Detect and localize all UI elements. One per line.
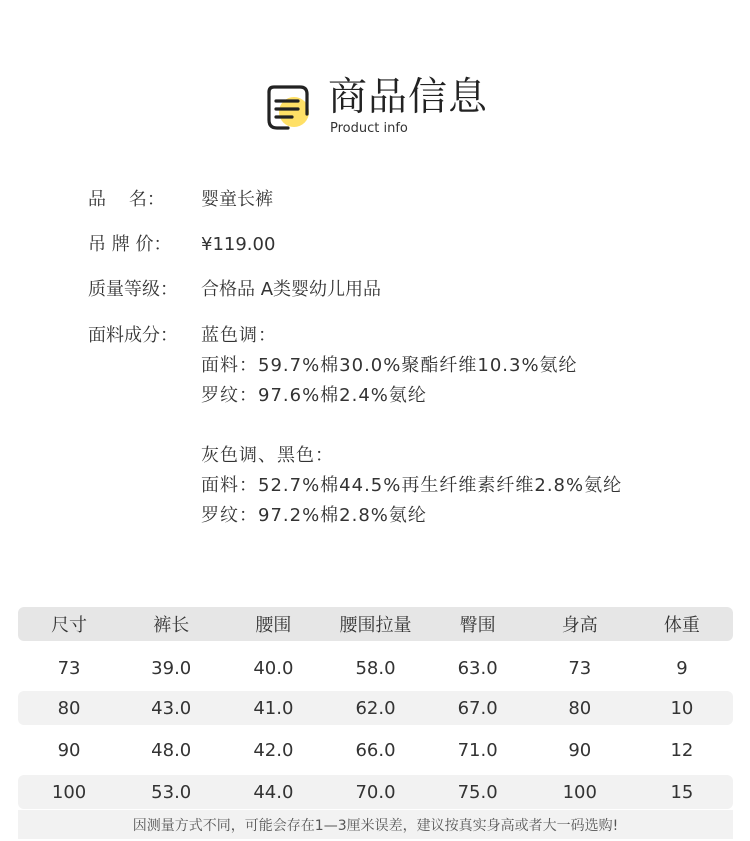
table-row (18, 691, 733, 725)
info-value: ¥119.00 (201, 234, 276, 255)
table-cell: 90 (57, 739, 81, 761)
table-cell: 67.0 (457, 697, 498, 719)
info-value: 婴童长裤 (201, 189, 273, 210)
column-header: 身高 (561, 615, 598, 636)
material-composition (201, 321, 661, 531)
table-cell: 70.0 (355, 781, 396, 803)
table-cell: 75.0 (457, 781, 498, 803)
info-row-price (88, 231, 688, 276)
table-cell: 41.0 (253, 697, 294, 719)
table-header (18, 607, 733, 641)
material-line: 面料：59.7%棉30.0%聚酯纤维10.3%氨纶 (201, 355, 578, 376)
table-cell: 73 (568, 657, 592, 679)
table-cell: 100 (562, 781, 597, 803)
material-line: 面料：52.7%棉44.5%再生纤维素纤维2.8%氨纶 (201, 475, 623, 496)
table-cell: 90 (568, 739, 592, 761)
column-header: 臀围 (459, 615, 496, 636)
table-cell: 48.0 (151, 739, 192, 761)
table-cell: 39.0 (151, 657, 192, 679)
column-header: 尺寸 (51, 615, 88, 636)
table-cell: 80 (568, 697, 592, 719)
info-value: 合格品 A类婴幼儿用品 (201, 279, 382, 300)
page-subtitle: Product info (330, 121, 408, 136)
table-cell: 66.0 (355, 739, 396, 761)
table-cell: 63.0 (457, 657, 498, 679)
table-cell: 9 (676, 657, 688, 679)
info-label: 面料成分： (88, 325, 178, 346)
material-line: 罗纹：97.6%棉2.4%氨纶 (201, 385, 427, 406)
table-cell: 62.0 (355, 697, 396, 719)
section-header (262, 74, 502, 140)
product-info (88, 186, 688, 531)
info-row-name (88, 186, 688, 231)
table-cell: 53.0 (151, 781, 192, 803)
info-row-material (88, 321, 688, 531)
material-line: 灰色调、黑色： (201, 445, 334, 466)
measurement-note: 因测量方式不同，可能会存在1—3厘米误差，建议按真实身高或者大一码选购! (18, 810, 733, 839)
table-cell: 44.0 (253, 781, 294, 803)
table-cell: 42.0 (253, 739, 294, 761)
table-cell: 10 (670, 697, 694, 719)
column-header: 体重 (663, 615, 700, 636)
size-table (18, 607, 733, 809)
info-label: 质量等级： (88, 279, 178, 300)
column-header: 腰围 (255, 615, 292, 636)
table-cell: 40.0 (253, 657, 294, 679)
info-row-quality (88, 276, 688, 321)
table-cell: 100 (51, 781, 87, 803)
table-row (18, 645, 733, 691)
table-cell: 43.0 (151, 697, 192, 719)
table-cell: 58.0 (355, 657, 396, 679)
table-cell: 12 (670, 739, 694, 761)
table-cell: 80 (57, 697, 81, 719)
table-row (18, 725, 733, 775)
info-label: 品 名： (88, 189, 165, 210)
document-lines-icon (262, 84, 316, 134)
material-line: 罗纹：97.2%棉2.8%氨纶 (201, 505, 427, 526)
material-line: 蓝色调： (201, 325, 277, 346)
column-header: 裤长 (153, 615, 190, 636)
info-label: 吊 牌 价： (88, 234, 172, 255)
table-row (18, 775, 733, 809)
table-cell: 71.0 (457, 739, 498, 761)
page-title: 商品信息 (328, 75, 489, 120)
table-cell: 15 (670, 781, 694, 803)
table-cell: 73 (57, 657, 81, 679)
column-header: 腰围拉量 (339, 615, 412, 636)
